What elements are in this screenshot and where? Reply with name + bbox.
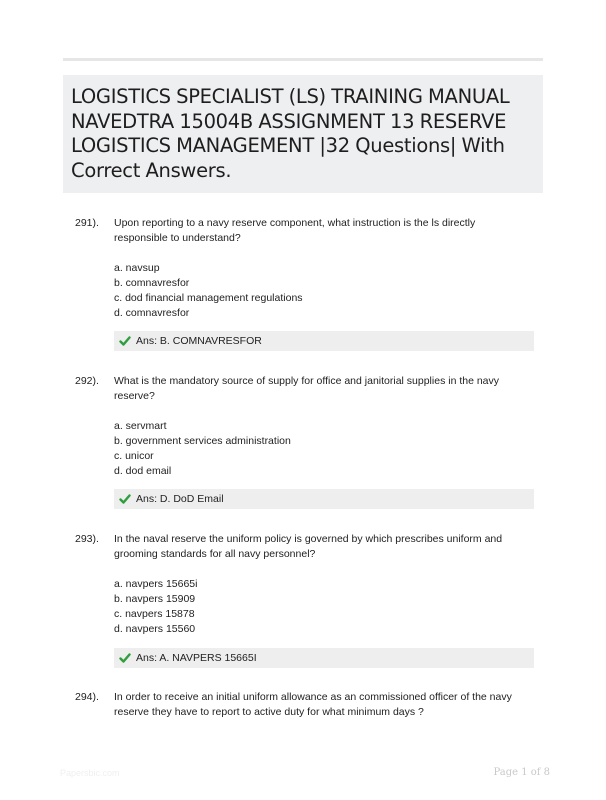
option: d. comnavresfor <box>114 307 190 319</box>
option: b. navpers 15909 <box>114 593 196 605</box>
option-list <box>114 261 514 321</box>
check-icon <box>119 652 131 664</box>
option: a. navsup <box>114 262 160 274</box>
option-list <box>114 419 514 479</box>
option: c. dod financial management regulations <box>114 292 303 304</box>
check-icon <box>119 493 131 505</box>
option: a. servmart <box>114 420 167 432</box>
answer-box <box>114 489 534 509</box>
answer-text: Ans: D. DoD Email <box>136 493 224 505</box>
option: b. comnavresfor <box>114 277 190 289</box>
question-number: 293). <box>75 533 99 545</box>
answer-text: Ans: A. NAVPERS 15665I <box>136 652 257 664</box>
option: a. navpers 15665i <box>114 578 198 590</box>
page-number: Page 1 of 8 <box>493 767 550 778</box>
footer-watermark: Papersbic.com <box>60 768 120 778</box>
answer-box <box>114 331 534 351</box>
question-number: 291). <box>75 217 99 229</box>
question-text: What is the mandatory source of supply for office and janitorial supplies in the navy reserve? <box>114 375 500 402</box>
check-icon <box>119 335 131 347</box>
answer-text: Ans: B. COMNAVRESFOR <box>136 335 262 347</box>
option-list <box>114 577 514 637</box>
top-divider <box>63 58 543 61</box>
option: d. dod email <box>114 465 172 477</box>
title-box <box>63 75 543 193</box>
answer-box <box>114 648 534 668</box>
question-text: Upon reporting to a navy reserve component, what instruction is the ls directly responsible to understand? <box>114 217 476 244</box>
option: c. navpers 15878 <box>114 608 195 620</box>
question-text: In order to receive an initial uniform allowance as an commissioned officer of the navy reserve they have to report to active duty for what minimum days ? <box>114 691 512 718</box>
option: c. unicor <box>114 450 154 462</box>
option: d. navpers 15560 <box>114 623 196 635</box>
document-title: LOGISTICS SPECIALIST (LS) TRAINING MANUAL NAVEDTRA 15004B ASSIGNMENT 13 RESERVE LOGISTICS MANAGEMENT |32 Questions| With Correct Answers. <box>71 85 510 182</box>
question-text: In the naval reserve the uniform policy is governed by which prescribes uniform and grooming standards for all navy personnel? <box>114 533 503 560</box>
option: b. government services administration <box>114 435 291 447</box>
question-number: 294). <box>75 691 99 703</box>
question-number: 292). <box>75 375 99 387</box>
